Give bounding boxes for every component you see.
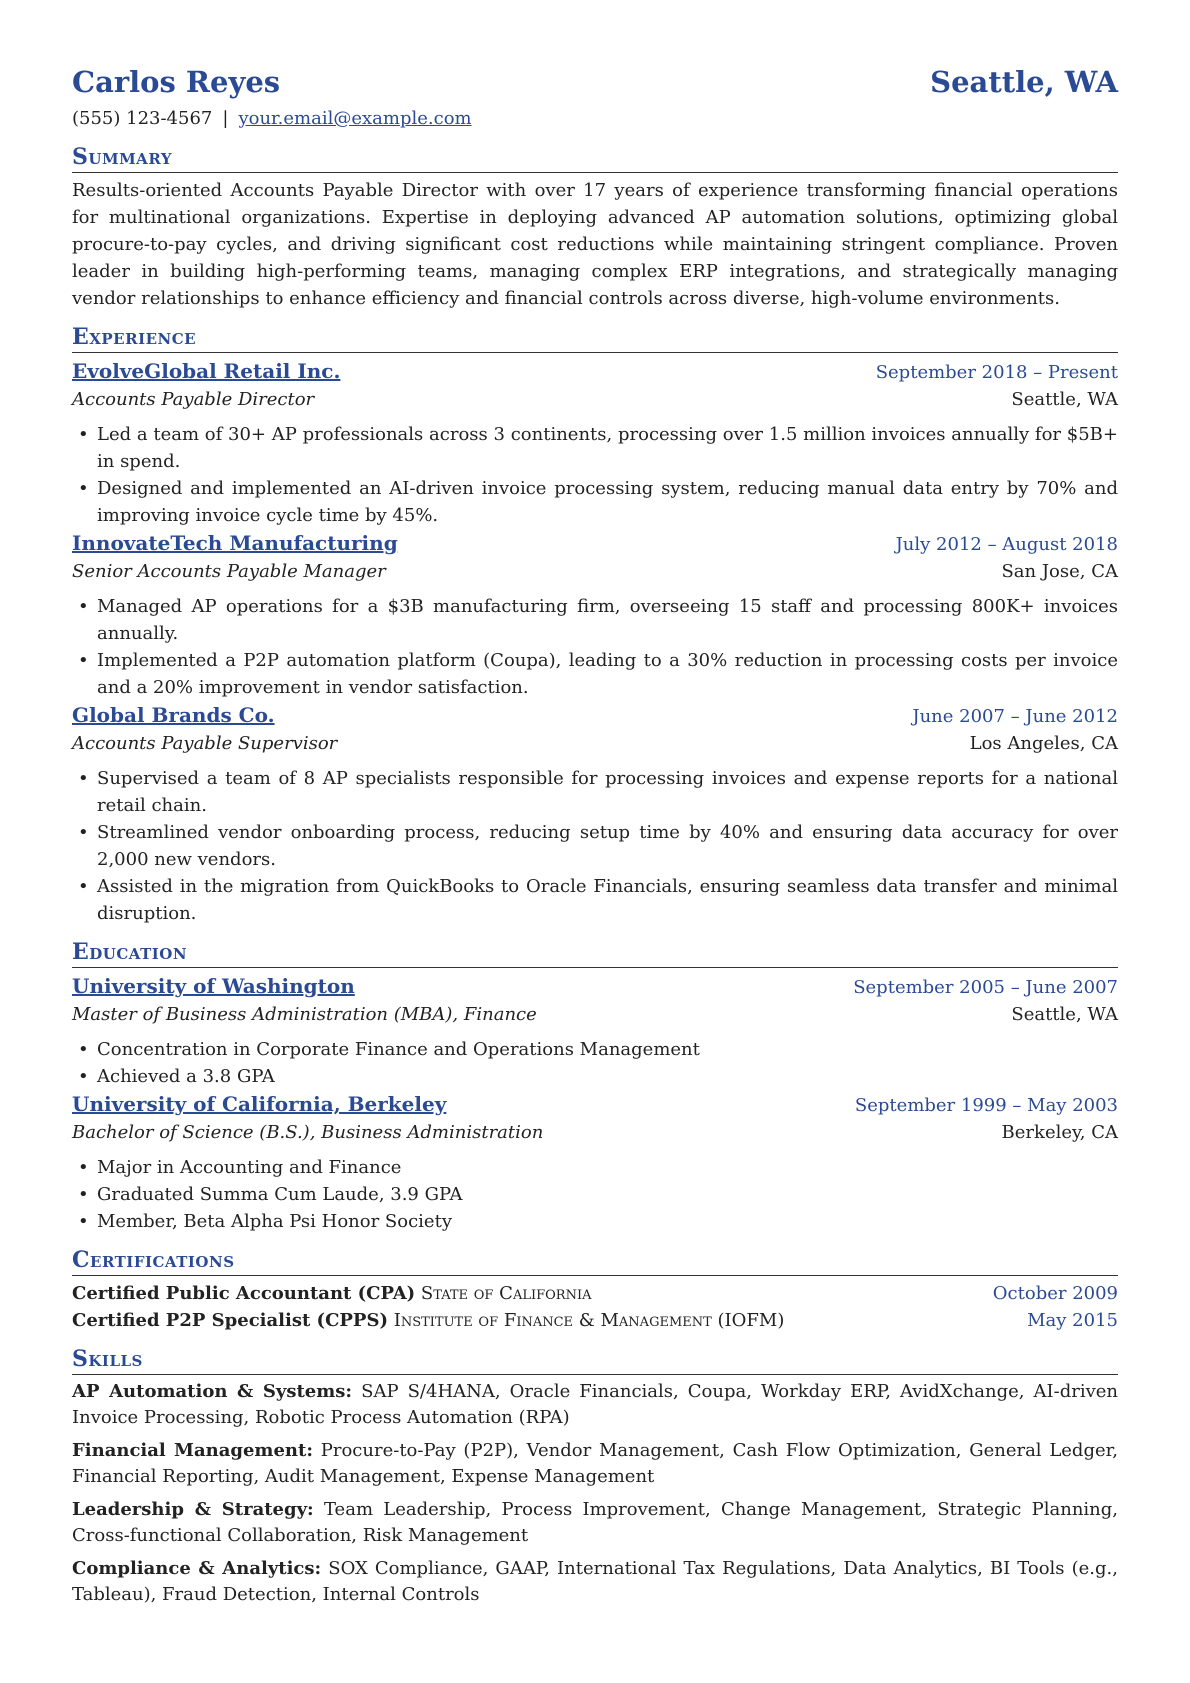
organization-link[interactable]: University of California, Berkeley (72, 1092, 447, 1116)
section-title-experience: Experience (72, 322, 1118, 353)
skill-row (72, 1556, 1118, 1608)
entry-subheader-row (72, 1001, 1118, 1028)
summary-text: Results-oriented Accounts Payable Director with over 17 years of experience transforming financial operations for multinational organizations. Expertise in deploying advanced AP automation solutions, optimizing global procure-to-pay cycles, and driving significant cost reductions while maintaining stringent compliance. Proven leader in building high-performing teams, managing complex ERP integrations, and strategically managing vendor relationships to enhance efficiency and financial controls across diverse, high-volume environments. (72, 180, 1118, 309)
candidate-name: Carlos Reyes (72, 65, 281, 99)
entry-header-row (72, 972, 1118, 1001)
skill-list-text: Procure-to-Pay (P2P), Vendor Management, Cash Flow Optimization, General Ledger, Financial Reporting, Audit Management, Expense Management (72, 1440, 1118, 1487)
resume-header (72, 62, 1118, 102)
certification-date: October 2009 (992, 1283, 1118, 1304)
skill-list-text: SOX Compliance, GAAP, International Tax Regulations, Data Analytics, BI Tools (e.g., Tableau), Fraud Detection, Internal Controls (72, 1558, 1118, 1605)
organization-link[interactable]: InnovateTech Manufacturing (72, 531, 398, 555)
entry-header-row (72, 1090, 1118, 1119)
section-title-skills: Skills (72, 1344, 1118, 1375)
education-entry (72, 972, 1118, 1090)
degree-title: Master of Business Administration (MBA), Finance (72, 1004, 537, 1025)
entry-dates: June 2007 – June 2012 (912, 706, 1118, 727)
bullet-item: • Implemented a P2P automation platform (Coupa), leading to a 30% reduction in processing costs per invoice and a 20% improvement in vendor satisfaction. (72, 647, 1118, 701)
skill-row (72, 1497, 1118, 1549)
bullet-item: • Graduated Summa Cum Laude, 3.9 GPA (72, 1181, 1118, 1208)
entry-subheader-row (72, 1119, 1118, 1146)
entry-location: Seattle, WA (1011, 1004, 1118, 1025)
contact-separator: | (222, 108, 229, 129)
certification-issuer: State of California (420, 1283, 592, 1304)
entry-subheader-row (72, 386, 1118, 413)
skill-category: Compliance & Analytics: (72, 1558, 322, 1579)
job-title: Accounts Payable Director (72, 389, 315, 410)
job-title: Accounts Payable Supervisor (72, 733, 338, 754)
entry-header-row (72, 701, 1118, 730)
organization-link[interactable]: EvolveGlobal Retail Inc. (72, 359, 341, 383)
entry-dates: September 2018 – Present (875, 362, 1118, 383)
contact-line (72, 106, 1118, 132)
bullet-item: • Managed AP operations for a $3B manufacturing firm, overseeing 15 staff and processing 800K+ invoices annually. (72, 593, 1118, 647)
certification-row (72, 1307, 1118, 1334)
entry-dates: September 1999 – May 2003 (854, 1095, 1118, 1116)
entry-dates: July 2012 – August 2018 (895, 534, 1118, 555)
certification-date: May 2015 (1027, 1310, 1118, 1331)
bullet-item: • Major in Accounting and Finance (72, 1154, 1118, 1181)
phone-number: (555) 123-4567 (72, 108, 213, 129)
bullet-list (72, 1154, 1118, 1235)
bullet-item: • Supervised a team of 8 AP specialists responsible for processing invoices and expense reports for a national retail chain. (72, 765, 1118, 819)
education-list (72, 972, 1118, 1235)
bullet-item: • Streamlined vendor onboarding process, reducing setup time by 40% and ensuring data accuracy for over 2,000 new vendors. (72, 819, 1118, 873)
certification-name: Certified Public Accountant (CPA) (72, 1283, 416, 1304)
bullet-item: • Led a team of 30+ AP professionals across 3 continents, processing over 1.5 million invoices annually for $5B+ in spend. (72, 421, 1118, 475)
candidate-location: Seattle, WA (930, 65, 1118, 99)
skill-category: Financial Management: (72, 1440, 313, 1461)
entry-header-row (72, 357, 1118, 386)
degree-title: Bachelor of Science (B.S.), Business Administration (72, 1122, 544, 1143)
skill-row (72, 1438, 1118, 1490)
bullet-list (72, 593, 1118, 701)
bullet-item: • Member, Beta Alpha Psi Honor Society (72, 1208, 1118, 1235)
organization-link[interactable]: University of Washington (72, 974, 355, 998)
section-title-summary: Summary (72, 142, 1118, 173)
entry-location: San Jose, CA (1001, 561, 1118, 582)
bullet-list (72, 765, 1118, 927)
email-link[interactable]: your.email@example.com (238, 108, 472, 129)
job-title: Senior Accounts Payable Manager (72, 561, 386, 582)
bullet-item: • Concentration in Corporate Finance and Operations Management (72, 1036, 1118, 1063)
skill-category: AP Automation & Systems: (72, 1381, 353, 1402)
skill-list-text: SAP S/4HANA, Oracle Financials, Coupa, Workday ERP, AvidXchange, AI-driven Invoice Processing, Robotic Process Automation (RPA) (72, 1381, 1118, 1428)
skill-category: Leadership & Strategy: (72, 1499, 314, 1520)
certification-list (72, 1280, 1118, 1334)
entry-location: Berkeley, CA (1001, 1122, 1118, 1143)
certification-name: Certified P2P Specialist (CPPS) (72, 1310, 388, 1331)
certification-issuer: Institute of Finance & Management (IOFM) (393, 1310, 785, 1331)
experience-list (72, 357, 1118, 927)
bullet-list (72, 1036, 1118, 1090)
entry-subheader-row (72, 558, 1118, 585)
bullet-item: • Achieved a 3.8 GPA (72, 1063, 1118, 1090)
experience-entry (72, 529, 1118, 701)
experience-entry (72, 701, 1118, 927)
entry-dates: September 2005 – June 2007 (853, 977, 1118, 998)
skill-list-text: Team Leadership, Process Improvement, Change Management, Strategic Planning, Cross-functional Collaboration, Risk Management (72, 1499, 1119, 1546)
certification-info (72, 1280, 591, 1307)
bullet-list (72, 421, 1118, 529)
organization-link[interactable]: Global Brands Co. (72, 703, 275, 727)
entry-header-row (72, 529, 1118, 558)
entry-location: Seattle, WA (1011, 389, 1118, 410)
experience-entry (72, 357, 1118, 529)
section-title-education: Education (72, 937, 1118, 968)
certification-row (72, 1280, 1118, 1307)
education-entry (72, 1090, 1118, 1235)
bullet-item: • Designed and implemented an AI-driven invoice processing system, reducing manual data entry by 70% and improving invoice cycle time by 45%. (72, 475, 1118, 529)
bullet-item: • Assisted in the migration from QuickBooks to Oracle Financials, ensuring seamless data transfer and minimal disruption. (72, 873, 1118, 927)
entry-location: Los Angeles, CA (969, 733, 1118, 754)
section-title-certifications: Certifications (72, 1245, 1118, 1276)
certification-info (72, 1307, 784, 1334)
entry-subheader-row (72, 730, 1118, 757)
skills-list (72, 1379, 1118, 1608)
skill-row (72, 1379, 1118, 1431)
